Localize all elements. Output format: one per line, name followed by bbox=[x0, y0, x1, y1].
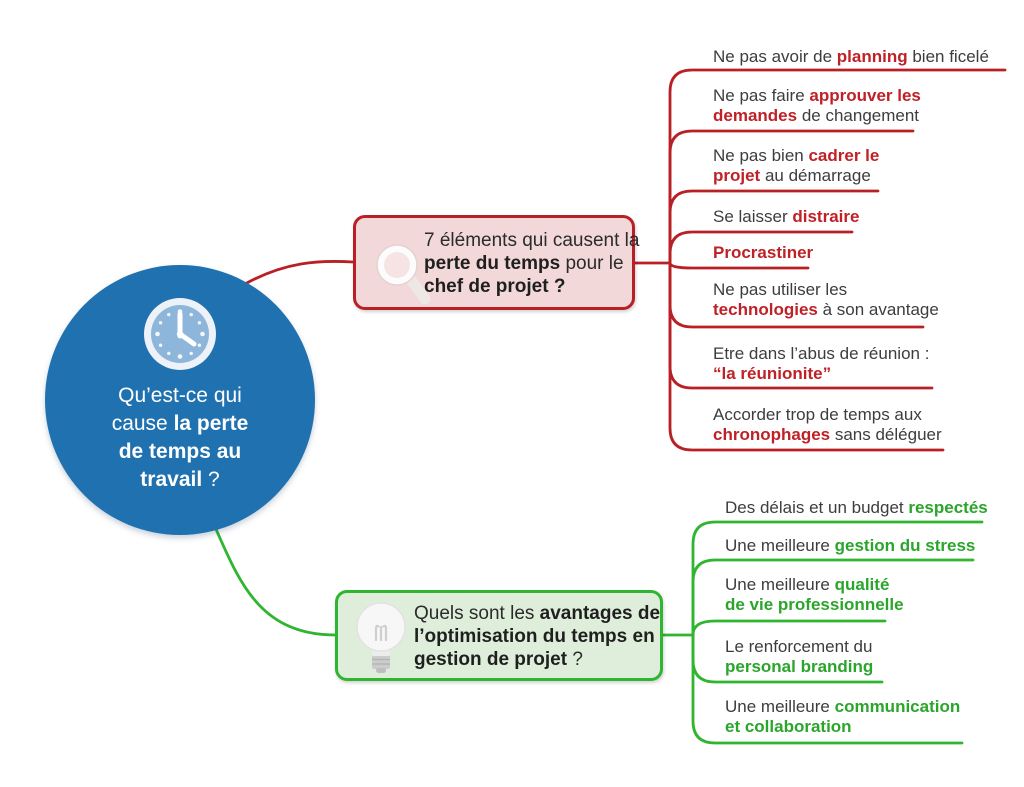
leaf-item[interactable]: Ne pas avoir de planning bien ficelé bbox=[713, 47, 989, 66]
root-title: Qu’est-ce qui cause la perte de temps au travail ? bbox=[111, 384, 249, 491]
leaf-item[interactable]: Le renforcement du personal branding bbox=[725, 637, 874, 676]
branch-title: 7 éléments qui causent la perte du temps pour le chef de projet ? bbox=[424, 230, 640, 297]
leaf-item[interactable]: Etre dans l’abus de réunion : “la réunionite” bbox=[713, 344, 930, 383]
branch-node-avantages[interactable] bbox=[335, 590, 663, 681]
branch-connector-line bbox=[670, 263, 808, 268]
leaf-item[interactable]: Procrastiner bbox=[713, 243, 814, 262]
leaf-item[interactable]: Ne pas faire approuver les demandes de changement bbox=[713, 86, 921, 125]
leaf-item[interactable]: Des délais et un budget respectés bbox=[725, 498, 988, 517]
branch-title: Quels sont les avantages de l’optimisation du temps en gestion de projet ? bbox=[414, 603, 661, 670]
branch-connector-line bbox=[245, 261, 353, 284]
leaf-item[interactable]: Accorder trop de temps aux chronophages sans déléguer bbox=[713, 405, 942, 444]
leaf-item[interactable]: Une meilleure gestion du stress bbox=[725, 536, 976, 555]
leaf-item[interactable]: Ne pas utiliser les technologies à son avantage bbox=[713, 280, 939, 319]
clock-icon bbox=[142, 296, 218, 372]
leaf-item[interactable]: Se laisser distraire bbox=[713, 207, 860, 226]
leaf-item[interactable]: Ne pas bien cadrer le projet au démarrage bbox=[713, 146, 880, 185]
branch-node-causes[interactable] bbox=[353, 215, 640, 310]
leaf-item[interactable]: Une meilleure qualité de vie professionnelle bbox=[725, 575, 904, 614]
leaf-item[interactable]: Une meilleure communication et collaboration bbox=[725, 697, 961, 736]
root-node[interactable] bbox=[45, 265, 315, 535]
branch-connector-line bbox=[693, 621, 885, 635]
lightbulb-icon bbox=[353, 599, 413, 683]
branch-connector-line bbox=[215, 527, 335, 635]
